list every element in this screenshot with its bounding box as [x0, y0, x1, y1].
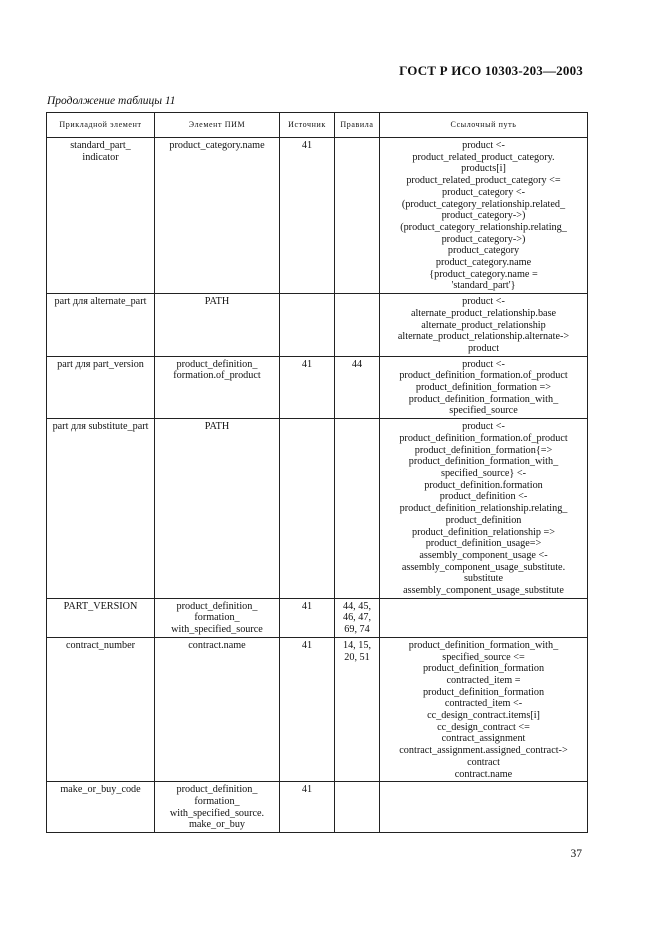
- cell-source-text: 41: [301, 140, 313, 151]
- cell-pim-element-text: product_definition_ formation_ with_specified_source: [171, 600, 263, 636]
- cell-pim-element: [155, 294, 280, 357]
- reference-path-line: (product_category_relationship.relating_: [400, 221, 567, 233]
- reference-path-line: contract_assignment: [441, 733, 526, 745]
- reference-path-line: assembly_component_usage_substitute.: [401, 561, 566, 573]
- column-header-application-element: Прикладной элемент: [47, 113, 155, 138]
- reference-path-line: product_definition_formation{=>: [414, 444, 553, 456]
- reference-path-line: product_related_product_category.: [412, 151, 555, 163]
- cell-pim-element: [155, 356, 280, 419]
- reference-path-line: product_definition: [445, 514, 522, 526]
- table-row: [47, 598, 588, 637]
- table-row: [47, 419, 588, 599]
- reference-path-line: product: [467, 342, 500, 354]
- reference-path-line: cc_design_contract <=: [437, 721, 530, 733]
- reference-path-line: product_category.name: [435, 257, 532, 269]
- reference-path-line: product_definition_formation_with_: [408, 456, 559, 468]
- cell-source: [280, 637, 335, 781]
- reference-path-line: product_definition <-: [439, 491, 528, 503]
- reference-path-line: product_definition_formation =>: [415, 382, 552, 394]
- cell-reference-path: [380, 294, 588, 357]
- table-header-row: [47, 113, 588, 138]
- reference-path-line: product <-: [462, 421, 505, 433]
- cell-reference-path: [380, 419, 588, 599]
- cell-application-element: [47, 356, 155, 419]
- reference-path-line: product_category->): [441, 233, 526, 245]
- reference-path-line: product_definition_usage=>: [425, 538, 542, 550]
- reference-path-line: product_definition_relationship =>: [411, 526, 556, 538]
- reference-path-line: specified_source} <-: [440, 467, 527, 479]
- cell-reference-path: [380, 138, 588, 294]
- table-row: [47, 138, 588, 294]
- cell-application-element-text: part для substitute_part: [52, 421, 149, 433]
- cell-application-element: [47, 138, 155, 294]
- reference-path-line: products[i]: [461, 163, 506, 175]
- reference-path-line: contract_assignment.assigned_contract->: [399, 745, 568, 757]
- reference-path-line: cc_design_contract.items[i]: [427, 710, 540, 722]
- reference-path-line: product_definition.formation: [424, 479, 543, 491]
- cell-source-text: 41: [301, 639, 313, 651]
- reference-path-line: product_definition_formation_with_: [408, 393, 559, 405]
- table-row: [47, 782, 588, 833]
- cell-rules: [335, 598, 380, 637]
- reference-path-line: product <-: [462, 358, 505, 370]
- document-standard-header: ГОСТ Р ИСО 10303-203—2003: [399, 63, 583, 78]
- cell-source-text: 41: [301, 600, 313, 612]
- reference-path-line: alternate_product_relationship.alternate->: [397, 331, 570, 343]
- reference-path-line: product_definition_formation: [422, 686, 545, 698]
- cell-application-element-text: contract_number: [65, 639, 136, 651]
- cell-pim-element-text: product_definition_ formation_ with_specified_source. make_or_buy: [169, 784, 265, 831]
- cell-pim-element: [155, 138, 280, 294]
- reference-path-line: product_category->): [441, 210, 526, 222]
- cell-pim-element: [155, 782, 280, 833]
- reference-path-line: product_category <-: [442, 186, 525, 198]
- reference-path-line: product_related_product_category <=: [406, 175, 561, 187]
- reference-path-line: contracted_item =: [446, 674, 521, 686]
- cell-application-element-text: part для part_version: [57, 358, 144, 370]
- table-row: [47, 356, 588, 419]
- reference-path-line: product <-: [462, 296, 505, 308]
- cell-source-text: 41: [301, 358, 313, 370]
- reference-path-line: alternate_product_relationship: [421, 319, 546, 331]
- cell-application-element: [47, 637, 155, 781]
- reference-path-line: {product_category.name =: [429, 268, 538, 280]
- cell-source: [280, 294, 335, 357]
- reference-path-line: substitute: [463, 573, 504, 585]
- cell-pim-element: [155, 637, 280, 781]
- table-row: [47, 637, 588, 781]
- cell-pim-element: [155, 598, 280, 637]
- column-header-rules: Правила: [335, 113, 380, 138]
- cell-reference-path: [380, 637, 588, 781]
- cell-application-element: [47, 598, 155, 637]
- reference-path-line: contract: [467, 756, 500, 768]
- cell-application-element-text: part для alternate_part: [54, 296, 147, 308]
- cell-application-element-text: standard_part_ indicator: [70, 140, 131, 163]
- cell-rules: [335, 419, 380, 599]
- reference-path-line: product_definition_formation_with_: [408, 639, 559, 651]
- cell-source-text: 41: [301, 784, 313, 796]
- reference-path-line: product_definition_relationship.relating_: [399, 503, 568, 515]
- reference-path-line: assembly_component_usage_substitute: [403, 585, 564, 597]
- cell-rules: [335, 138, 380, 294]
- table-row: [47, 294, 588, 357]
- reference-path-line: specified_source: [449, 405, 518, 417]
- cell-source: [280, 782, 335, 833]
- page-number: 37: [570, 848, 582, 860]
- cell-rules-text: 44: [351, 358, 363, 370]
- reference-path-line: contract.name: [454, 768, 513, 780]
- cell-pim-element-text: product_category.name: [169, 140, 265, 151]
- mapping-table: [46, 112, 588, 833]
- table-caption: Продолжение таблицы 11: [47, 95, 176, 107]
- cell-reference-path: [380, 356, 588, 419]
- cell-application-element-text: PART_VERSION: [63, 600, 138, 612]
- cell-source: [280, 356, 335, 419]
- reference-path-line: alternate_product_relationship.base: [410, 307, 557, 319]
- cell-rules: [335, 294, 380, 357]
- cell-source: [280, 419, 335, 599]
- reference-path-line: product_definition_formation.of_product: [399, 432, 568, 444]
- cell-rules: [335, 356, 380, 419]
- reference-path-line: product_definition_formation: [422, 663, 545, 675]
- cell-pim-element-text: product_definition_ formation.of_product: [173, 358, 261, 382]
- reference-path-line: assembly_component_usage <-: [419, 549, 548, 561]
- cell-reference-path: [380, 782, 588, 833]
- table-body: [47, 138, 588, 833]
- column-header-reference-path: Ссылочный путь: [380, 113, 588, 138]
- cell-application-element: [47, 419, 155, 599]
- reference-path-line: 'standard_part'}: [451, 280, 516, 292]
- reference-path-line: product_definition_formation.of_product: [399, 370, 568, 382]
- column-header-pim-element: Элемент ПИМ: [155, 113, 280, 138]
- cell-reference-path: [380, 598, 588, 637]
- reference-path-line: (product_category_relationship.related_: [401, 198, 566, 210]
- cell-pim-element-text: PATH: [204, 421, 230, 433]
- cell-pim-element-text: contract.name: [188, 639, 246, 651]
- cell-application-element-text: make_or_buy_code: [60, 784, 141, 796]
- reference-path-line: product <-: [462, 140, 505, 151]
- cell-rules: [335, 637, 380, 781]
- cell-application-element: [47, 294, 155, 357]
- cell-source: [280, 598, 335, 637]
- reference-path-line: specified_source <=: [442, 651, 525, 663]
- cell-rules: [335, 782, 380, 833]
- reference-path-line: contracted_item <-: [444, 698, 523, 710]
- reference-path-line: product_category: [447, 245, 520, 257]
- column-header-source: Источник: [280, 113, 335, 138]
- cell-pim-element-text: PATH: [204, 296, 230, 308]
- cell-source: [280, 138, 335, 294]
- cell-rules-text: 14, 15, 20, 51: [342, 639, 371, 663]
- cell-application-element: [47, 782, 155, 833]
- cell-pim-element: [155, 419, 280, 599]
- cell-rules-text: 44, 45, 46, 47, 69, 74: [342, 600, 371, 636]
